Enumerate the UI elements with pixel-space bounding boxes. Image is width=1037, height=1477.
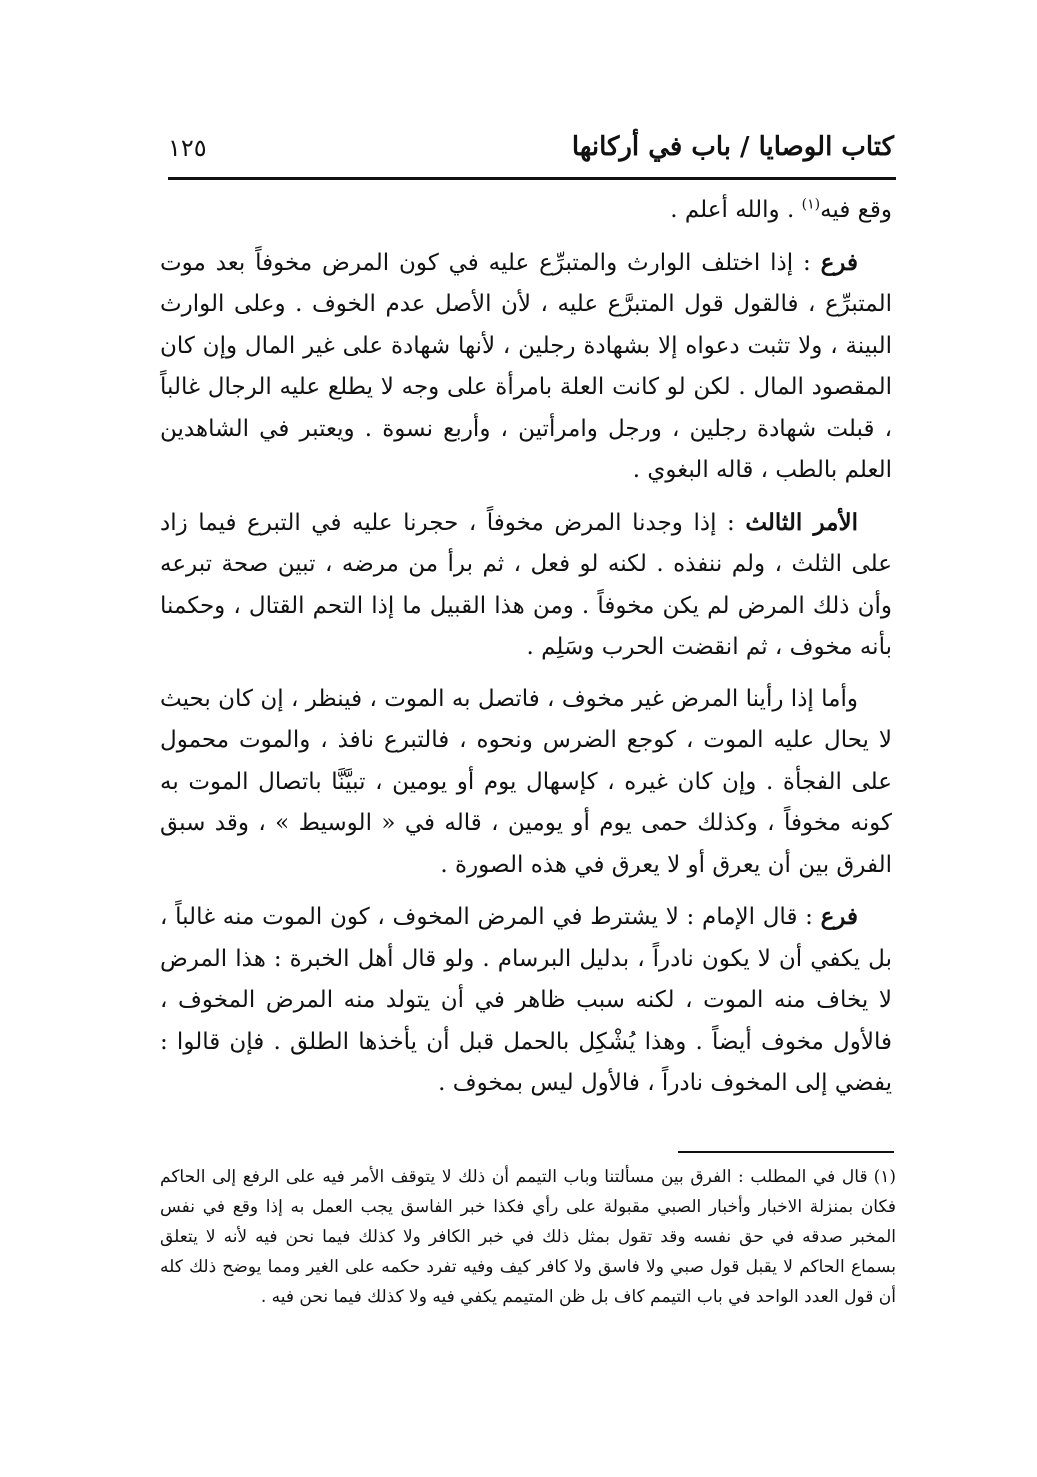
footnote-text: قال في المطلب : الفرق بين مسألتنا وباب التيمم أن ذلك لا يتوقف الأمر فيه على الرفع إلى الحاكم فكان بمنزلة الاخبار وأخبار الصبي مقبولة على رأي فكذا خبر الفاسق يجب العمل به إذا وقع في نفس المخبر صدقه في حق نفسه وقد تقول بمثل ذلك في خبر الكافر ولا كذلك فيما نحن فيه لأنه لا يتعلق بسماع الحاكم لا يقبل قول صبي ولا فاسق ولا كافر كيف وفيه تفرد حكمه على الغير ومما يوضح ذلك كله أن قول العدد الواحد في باب التيمم كاف بل ظن المتيمم يكفي فيه ولا كذلك فيما نحن فيه . bbox=[160, 1167, 896, 1307]
header-rule bbox=[168, 177, 896, 180]
running-header bbox=[168, 128, 894, 174]
paragraph-5 bbox=[160, 896, 892, 1105]
footnote bbox=[160, 1162, 896, 1312]
paragraph-text: . والله أعلم . bbox=[670, 197, 802, 223]
paragraph-text: : إذا وجدنا المرض مخوفاً ، حجرنا عليه في التبرع فيما زاد على الثلث ، ولم ننفذه . لكنه لو فعل ، ثم برأ من مرضه ، تبين صحة تبرعه وأن ذلك المرض لم يكن مخوفاً . ومن هذا القبيل ما إذا التحم القتال ، وحكمنا بأنه مخوف ، ثم انقضت الحرب وسَلِم . bbox=[160, 509, 892, 660]
paragraph-text: وأما إذا رأينا المرض غير مخوف ، فاتصل به الموت ، فينظر ، إن كان بحيث لا يحال عليه الموت ، كوجع الضرس ونحوه ، فالتبرع نافذ ، والموت محمول على الفجأة . وإن كان غيره ، كإسهال يوم أو يومين ، تبيَّنَّا باتصال الموت به كونه مخوفاً ، وكذلك حمى يوم أو يومين ، قاله في « الوسيط » ، وقد سبق الفرق بين أن يعرق أو لا يعرق في هذه الصورة . bbox=[160, 685, 892, 878]
paragraph-text: : قال الإمام : لا يشترط في المرض المخوف ، كون الموت منه غالباً ، بل يكفي أن لا يكون نادراً ، بدليل البرسام . ولو قال أهل الخبرة : هذا المرض لا يخاف منه الموت ، لكنه سبب ظاهر في أن يتولد منه المرض المخوف ، فالأول مخوف أيضاً . وهذا يُشْكِل بالحمل قبل أن يأخذها الطلق . فإن قالوا : يفضي إلى المخوف نادراً ، فالأول ليس بمخوف . bbox=[160, 904, 892, 1096]
paragraph-4 bbox=[160, 679, 892, 887]
paragraph-text: : إذا اختلف الوارث والمتبرِّع عليه في كون المرض مخوفاً بعد موت المتبرِّع ، فالقول قول المتبرَّع عليه ، لأن الأصل عدم الخوف . وعلى الوارث البينة ، ولا تثبت دعواه إلا بشهادة رجلين ، لأنها شهادة على غير المال وإن كان المقصود المال . لكن لو كانت العلة بامرأة على وجه لا يطلع عليه الرجال غالباً ، قبلت شهادة رجلين ، ورجل وامرأتين ، وأربع نسوة . ويعتبر في الشاهدين العلم بالطب ، قاله البغوي . bbox=[160, 249, 892, 483]
paragraph-3 bbox=[160, 502, 892, 669]
section-label: الأمر الثالث bbox=[745, 508, 859, 536]
footnote-reference: (١) bbox=[801, 196, 821, 213]
footnote-number: (١) bbox=[873, 1167, 896, 1187]
header-title: كتاب الوصايا / باب في أركانها bbox=[571, 132, 894, 162]
section-label: فرع bbox=[820, 903, 858, 930]
main-text bbox=[160, 190, 892, 1115]
section-label: فرع bbox=[820, 248, 858, 276]
paragraph-text: وقع فيه bbox=[820, 197, 892, 223]
page-number: ١٢٥ bbox=[168, 134, 207, 162]
footnote-rule bbox=[678, 1151, 894, 1153]
paragraph-1 bbox=[160, 190, 892, 232]
paragraph-2 bbox=[160, 242, 892, 492]
